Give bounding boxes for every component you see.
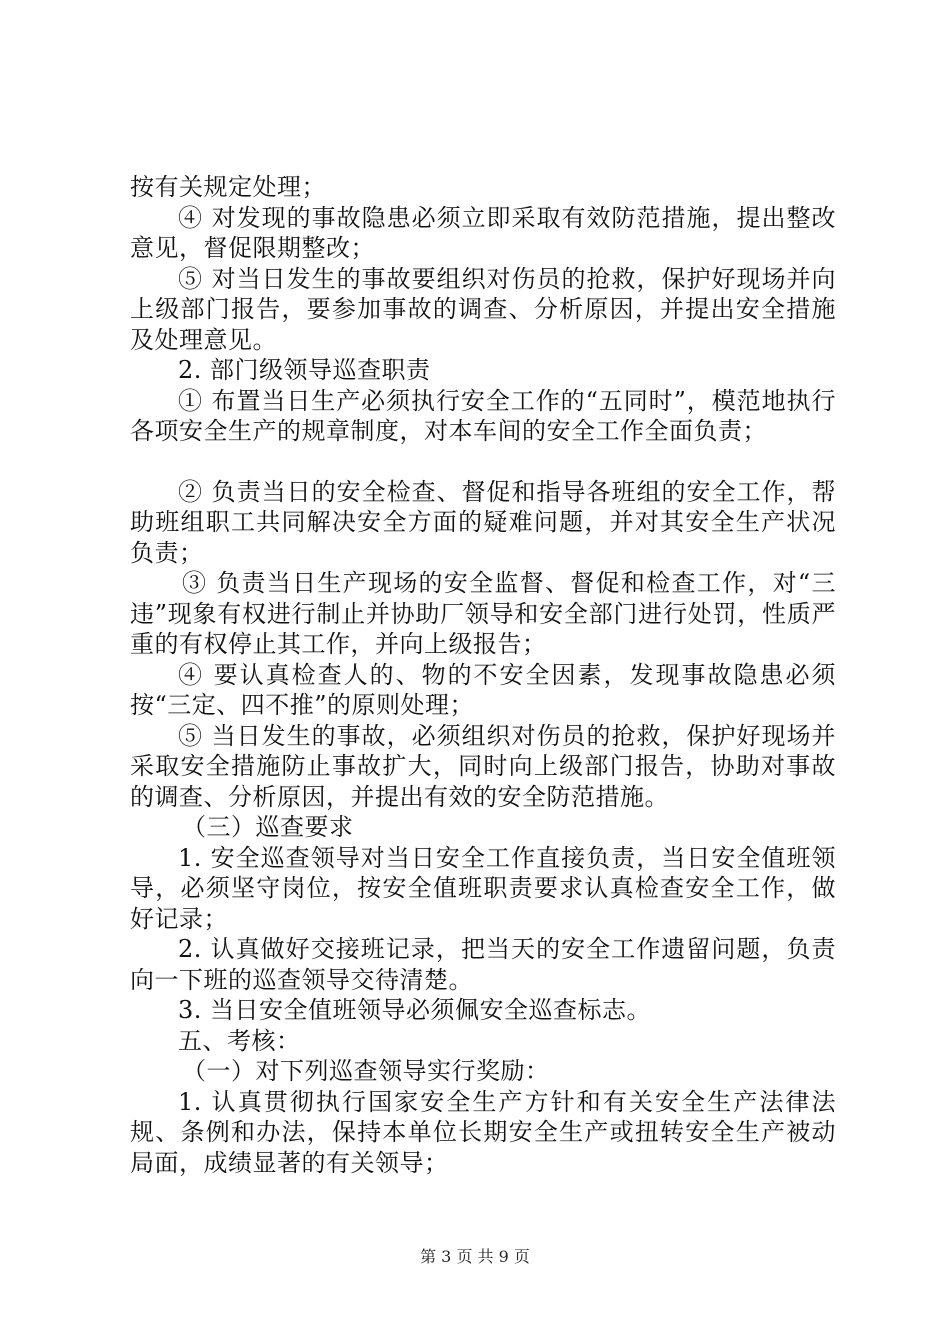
section-heading-rewards: （一）对下列巡查领导实行奖励： xyxy=(182,1057,550,1085)
paragraph-requirement-3: 3. 当日安全值班领导必须佩安全巡查标志。 xyxy=(178,996,652,1024)
paragraph-dept-item-5: ⑤ 当日发生的事故，必须组织对伤员的抢救，保护好现场并采取安全措施防止事故扩大，同时向上级部门报告，协助对事故的调查、分析原因，并提出有效的安全防范措施。 xyxy=(130,721,836,811)
paragraph-dept-item-2: ② 负责当日的安全检查、督促和指导各班组的安全工作，帮助班组职工共同解决安全方面的疑难问题，并对其安全生产状况负责； xyxy=(130,477,836,567)
document-body xyxy=(130,172,836,1178)
section-heading-assessment: 五、考核： xyxy=(178,1026,301,1055)
paragraph-dept-item-4: ④ 要认真检查人的、物的不安全因素，发现事故隐患必须按“三定、四不推”的原则处理； xyxy=(130,660,836,719)
section-heading-requirements: （三）巡查要求 xyxy=(182,813,354,841)
paragraph-requirement-1: 1. 安全巡查领导对当日安全工作直接负责，当日安全值班领导，必须坚守岗位，按安全值班职责要求认真检查安全工作，做好记录； xyxy=(130,843,836,933)
paragraph-dept-item-1: ① 布置当日生产必须执行安全工作的“五同时”，模范地执行各项安全生产的规章制度，对本车间的安全工作全面负责； xyxy=(130,386,836,445)
paragraph-continuation: 按有关规定处理； xyxy=(130,173,326,201)
paragraph-item-5: ⑤ 对当日发生的事故要组织对伤员的抢救，保护好现场并向上级部门报告，要参加事故的调查、分析原因，并提出安全措施及处理意见。 xyxy=(130,264,836,354)
paragraph-reward-1: 1. 认真贯彻执行国家安全生产方针和有关安全生产法律法规、条例和办法，保持本单位长期安全生产或扭转安全生产被动局面，成绩显著的有关领导； xyxy=(130,1087,836,1177)
section-heading-department-duties: 2. 部门级领导巡查职责 xyxy=(178,356,431,384)
paragraph-dept-item-3: ③ 负责当日生产现场的安全监督、督促和检查工作，对“三违”现象有权进行制止并协助厂领导和安全部门进行处罚，性质严重的有权停止其工作，并向上级报告； xyxy=(130,569,836,658)
paragraph-requirement-2: 2. 认真做好交接班记录，把当天的安全工作遗留问题，负责向一下班的巡查领导交待清楚。 xyxy=(130,935,836,994)
paragraph-item-4: ④ 对发现的事故隐患必须立即采取有效防范措施，提出整改意见，督促限期整改； xyxy=(130,203,836,262)
page-number: 第 3 页 共 9 页 xyxy=(420,1247,530,1266)
